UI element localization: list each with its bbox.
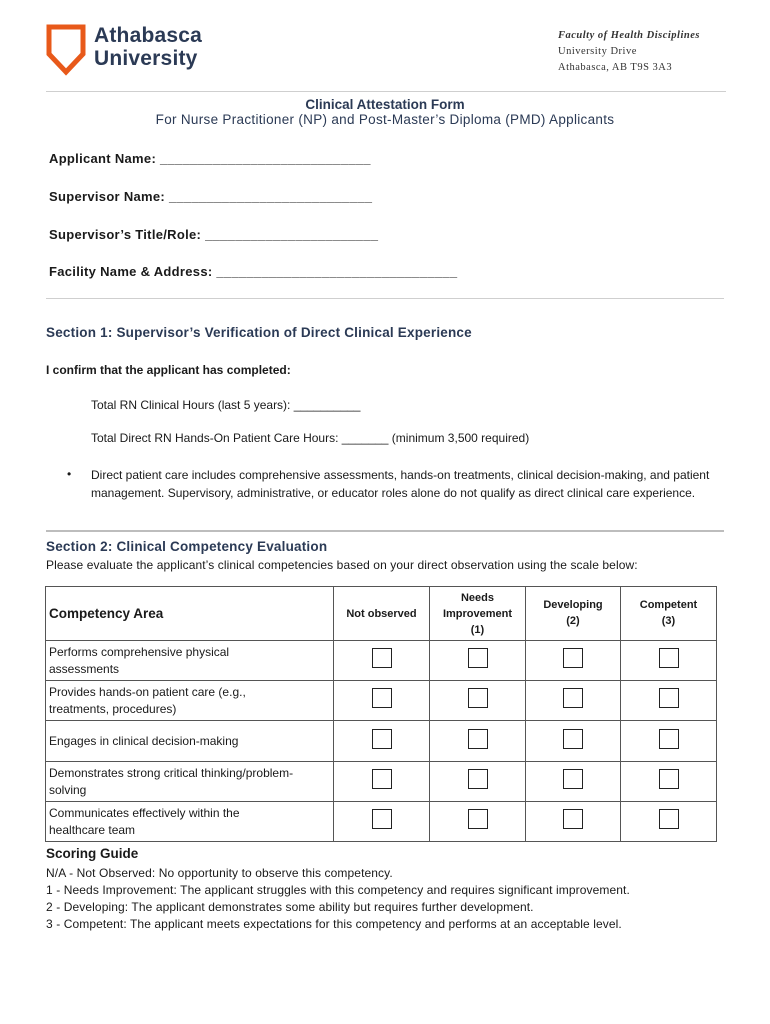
section-1-heading: Section 1: Supervisor’s Verification of Direct Clinical Experience bbox=[46, 325, 472, 340]
checkbox-competent[interactable] bbox=[659, 809, 679, 829]
table-row bbox=[46, 641, 717, 681]
checkbox-not-observed[interactable] bbox=[372, 648, 392, 668]
checkbox-needs-improvement[interactable] bbox=[468, 809, 488, 829]
facility-name-field[interactable]: Facility Name & Address: ________________________________ bbox=[49, 264, 458, 279]
checkbox-developing[interactable] bbox=[563, 688, 583, 708]
col-needs-line1: Needs bbox=[460, 591, 495, 604]
university-logo-text bbox=[94, 24, 202, 70]
checkbox-developing[interactable] bbox=[563, 648, 583, 668]
section-divider bbox=[46, 298, 724, 299]
confirm-statement: I confirm that the applicant has completed: bbox=[46, 363, 291, 377]
col-developing-line2: (2) bbox=[566, 615, 580, 627]
col-needs-improvement bbox=[430, 587, 526, 641]
faculty-name: Faculty of Health Disciplines bbox=[558, 30, 700, 41]
col-competency-area: Competency Area bbox=[46, 587, 334, 641]
direct-care-note: Direct patient care includes comprehensive assessments, hands-on treatments, clinical decision-making, and patient management. Supervisory, administrative, or educator roles alone do not qualify as direct clinical care experience. bbox=[91, 468, 710, 500]
competency-label bbox=[46, 762, 334, 802]
checkbox-not-observed[interactable] bbox=[372, 769, 392, 789]
table-row bbox=[46, 721, 717, 762]
checkbox-developing[interactable] bbox=[563, 809, 583, 829]
supervisor-name-field[interactable]: Supervisor Name: ___________________________ bbox=[49, 189, 373, 204]
section-divider-2 bbox=[46, 530, 724, 532]
competency-label-line1: Performs comprehensive physical bbox=[49, 644, 230, 659]
competency-label bbox=[46, 721, 334, 762]
address-block bbox=[558, 28, 700, 76]
bullet-dot-icon: • bbox=[67, 467, 72, 481]
checkbox-not-observed[interactable] bbox=[372, 729, 392, 749]
scoring-line-na: N/A - Not Observed: No opportunity to observe this competency. bbox=[46, 866, 393, 880]
table-row bbox=[46, 681, 717, 721]
form-title: Clinical Attestation Form bbox=[305, 97, 465, 112]
competency-label-line2: treatments, procedures) bbox=[49, 701, 177, 716]
col-competent bbox=[621, 587, 717, 641]
checkbox-needs-improvement[interactable] bbox=[468, 729, 488, 749]
competency-label-line1: Demonstrates strong critical thinking/problem- bbox=[49, 765, 294, 780]
competency-label bbox=[46, 681, 334, 721]
checkbox-competent[interactable] bbox=[659, 729, 679, 749]
checkbox-needs-improvement[interactable] bbox=[468, 688, 488, 708]
table-row bbox=[46, 762, 717, 802]
competency-label-line1: Engages in clinical decision-making bbox=[49, 733, 239, 748]
scoring-line-2: 2 - Developing: The applicant demonstrates some ability but requires further development. bbox=[46, 900, 534, 914]
address-line-2: Athabasca, AB T9S 3A3 bbox=[558, 62, 673, 73]
col-not-observed bbox=[334, 587, 430, 641]
competency-label-line2: solving bbox=[49, 782, 87, 797]
competency-label-line1: Provides hands-on patient care (e.g., bbox=[49, 684, 246, 699]
col-developing-line1: Developing bbox=[543, 599, 603, 611]
competency-label bbox=[46, 641, 334, 681]
logo-line-1: Athabasca bbox=[94, 24, 203, 47]
competency-table bbox=[45, 586, 717, 842]
checkbox-competent[interactable] bbox=[659, 769, 679, 789]
competency-label-line2: healthcare team bbox=[49, 822, 136, 837]
checkbox-needs-improvement[interactable] bbox=[468, 648, 488, 668]
checkbox-developing[interactable] bbox=[563, 729, 583, 749]
applicant-name-field[interactable]: Applicant Name: ____________________________ bbox=[49, 151, 371, 166]
checkbox-developing[interactable] bbox=[563, 769, 583, 789]
scoring-line-1: 1 - Needs Improvement: The applicant struggles with this competency and requires significant improvement. bbox=[46, 883, 630, 897]
scoring-line-3: 3 - Competent: The applicant meets expectations for this competency and performs at an acceptable level. bbox=[46, 917, 622, 931]
address-line-1: University Drive bbox=[558, 46, 637, 57]
scoring-guide-heading: Scoring Guide bbox=[46, 846, 139, 861]
form-subtitle: For Nurse Practitioner (NP) and Post-Master’s Diploma (PMD) Applicants bbox=[155, 112, 615, 127]
col-not-observed-label: Not observed bbox=[346, 607, 417, 620]
table-header-row bbox=[46, 587, 717, 641]
supervisor-title-field[interactable]: Supervisor’s Title/Role: _______________________ bbox=[49, 227, 379, 242]
rn-clinical-hours-field[interactable]: Total RN Clinical Hours (last 5 years): __________ bbox=[91, 398, 361, 412]
checkbox-not-observed[interactable] bbox=[372, 809, 392, 829]
section-2-heading: Section 2: Clinical Competency Evaluation bbox=[46, 539, 328, 554]
checkbox-needs-improvement[interactable] bbox=[468, 769, 488, 789]
competency-label-line1: Communicates effectively within the bbox=[49, 805, 240, 820]
col-competent-line2: (3) bbox=[661, 615, 676, 627]
logo-line-2: University bbox=[94, 47, 198, 70]
col-competent-line1: Competent bbox=[639, 599, 698, 611]
competency-label bbox=[46, 802, 334, 842]
competency-label-line2: assessments bbox=[49, 661, 120, 676]
col-needs-line2: Improvement bbox=[442, 607, 513, 620]
checkbox-competent[interactable] bbox=[659, 648, 679, 668]
col-developing bbox=[526, 587, 621, 641]
section-2-intro: Please evaluate the applicant’s clinical competencies based on your direct observation using the scale below: bbox=[46, 558, 638, 572]
checkbox-competent[interactable] bbox=[659, 688, 679, 708]
col-needs-line3: (1) bbox=[470, 623, 485, 636]
header-divider bbox=[46, 91, 726, 92]
athabasca-shield-logo-icon bbox=[46, 24, 86, 76]
checkbox-not-observed[interactable] bbox=[372, 688, 392, 708]
table-row bbox=[46, 802, 717, 842]
direct-care-hours-field[interactable]: Total Direct RN Hands-On Patient Care Hours: _______ (minimum 3,500 required) bbox=[91, 431, 530, 445]
